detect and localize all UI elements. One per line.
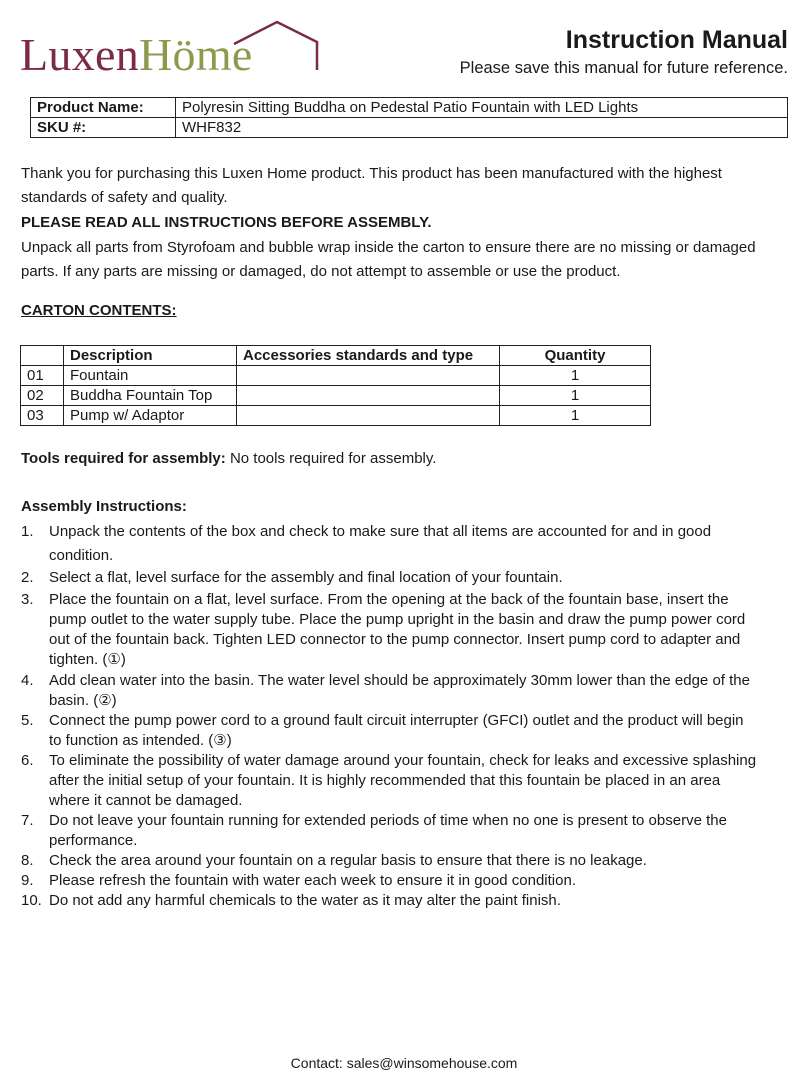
- step-text: [49, 751, 756, 811]
- step-line: Please refresh the fountain with water each week to ensure it in good condition.: [49, 872, 576, 889]
- sku-label: SKU #:: [31, 118, 176, 138]
- step-number: 7.: [21, 812, 34, 829]
- row-description: Buddha Fountain Top: [64, 386, 237, 406]
- row-number: 02: [21, 386, 64, 406]
- step-line: Unpack the contents of the box and check to make sure that all items are accounted for and in good: [49, 523, 712, 540]
- step-line: Select a flat, level surface for the assembly and final location of your fountain.: [49, 569, 563, 586]
- step-text: [49, 811, 727, 851]
- tools-label: Tools required for assembly:: [21, 450, 226, 467]
- step-line: Add clean water into the basin. The water level should be approximately 30mm lower than the edge of the: [49, 672, 750, 689]
- logo-wordmark: [20, 30, 253, 80]
- row-number: 03: [21, 406, 64, 426]
- table-row: [21, 366, 651, 386]
- step-number: 8.: [21, 852, 34, 869]
- tools-required: [21, 447, 436, 471]
- step-line: Place the fountain on a flat, level surface. From the opening at the back of the fountain base, insert the: [49, 591, 729, 608]
- step-line: To eliminate the possibility of water damage around your fountain, check for leaks and excessive splashing: [49, 752, 757, 769]
- brand-logo: [20, 16, 320, 80]
- step-number: 5.: [21, 712, 34, 729]
- sku-value: WHF832: [176, 118, 788, 138]
- step-line: Do not add any harmful chemicals to the water as it may alter the paint finish.: [49, 892, 561, 909]
- intro-line-1: Thank you for purchasing this Luxen Home product. This product has been manufactured with the highest: [21, 165, 722, 182]
- unpack-line-2: parts. If any parts are missing or damaged, do not attempt to assemble or use the product.: [21, 263, 621, 280]
- step-text: [49, 568, 563, 588]
- step-line: basin. (②): [49, 692, 117, 709]
- row-number: 01: [21, 366, 64, 386]
- logo-home: Höme: [139, 29, 253, 80]
- tools-value: No tools required for assembly.: [225, 450, 437, 467]
- step-line: performance.: [49, 832, 138, 849]
- unpack-line-1: Unpack all parts from Styrofoam and bubble wrap inside the carton to ensure there are no missing or damaged: [21, 239, 756, 256]
- read-instructions-warning: PLEASE READ ALL INSTRUCTIONS BEFORE ASSEMBLY.: [21, 214, 432, 231]
- step-number: 3.: [21, 591, 34, 608]
- logo-luxen: Luxen: [20, 29, 140, 80]
- row-description: Fountain: [64, 366, 237, 386]
- header-description: Description: [64, 346, 237, 366]
- table-row: [21, 406, 651, 426]
- step-number: 2.: [21, 569, 34, 586]
- step-text: [49, 891, 561, 911]
- step-text: [49, 871, 576, 891]
- step-text: [49, 851, 647, 871]
- step-line: condition.: [49, 547, 114, 564]
- product-name-label: Product Name:: [31, 98, 176, 118]
- step-line: to function as intended. (③): [49, 732, 232, 749]
- step-number: 4.: [21, 672, 34, 689]
- step-line: Connect the pump power cord to a ground fault circuit interrupter (GFCI) outlet and the product will begin: [49, 712, 744, 729]
- table-row: [21, 386, 651, 406]
- page-title: Instruction Manual: [565, 26, 788, 54]
- carton-contents-table: [20, 345, 651, 426]
- product-name-value: Polyresin Sitting Buddha on Pedestal Patio Fountain with LED Lights: [176, 98, 788, 118]
- footer-contact: Contact: sales@winsomehouse.com: [290, 1055, 518, 1071]
- step-number: 6.: [21, 752, 34, 769]
- step-line: Do not leave your fountain running for extended periods of time when no one is present to observe the: [49, 812, 727, 829]
- table-row: [31, 98, 788, 118]
- row-quantity: 1: [500, 366, 651, 386]
- header-quantity: Quantity: [500, 346, 651, 366]
- table-row: [31, 118, 788, 138]
- table-header-row: [21, 346, 651, 366]
- carton-contents-heading: CARTON CONTENTS:: [21, 302, 177, 319]
- step-text: [49, 590, 745, 670]
- step-line: after the initial setup of your fountain. It is highly recommended that this fountain be placed in an area: [49, 772, 721, 789]
- row-description: Pump w/ Adaptor: [64, 406, 237, 426]
- step-number: 10.: [21, 892, 42, 909]
- step-line: Check the area around your fountain on a regular basis to ensure that there is no leakage.: [49, 852, 647, 869]
- step-line: pump outlet to the water supply tube. Place the pump upright in the basin and draw the pump power cord: [49, 611, 746, 628]
- row-accessories: [237, 406, 500, 426]
- step-line: tighten. (①): [49, 651, 126, 668]
- row-quantity: 1: [500, 386, 651, 406]
- step-text: [49, 711, 744, 751]
- step-number: 1.: [21, 523, 34, 540]
- row-quantity: 1: [500, 406, 651, 426]
- row-accessories: [237, 366, 500, 386]
- step-text: [49, 671, 750, 711]
- step-number: 9.: [21, 872, 34, 889]
- step-text: [49, 520, 711, 568]
- step-line: out of the fountain back. Tighten LED connector to the pump connector. Insert pump cord to adapter and: [49, 631, 741, 648]
- header-accessories: Accessories standards and type: [237, 346, 500, 366]
- intro-line-2: standards of safety and quality.: [21, 189, 228, 206]
- step-line: where it cannot be damaged.: [49, 792, 243, 809]
- header-num: [21, 346, 64, 366]
- page-subtitle: Please save this manual for future reference.: [459, 59, 788, 77]
- assembly-heading: Assembly Instructions:: [21, 498, 187, 515]
- row-accessories: [237, 386, 500, 406]
- product-info-table: [30, 97, 788, 138]
